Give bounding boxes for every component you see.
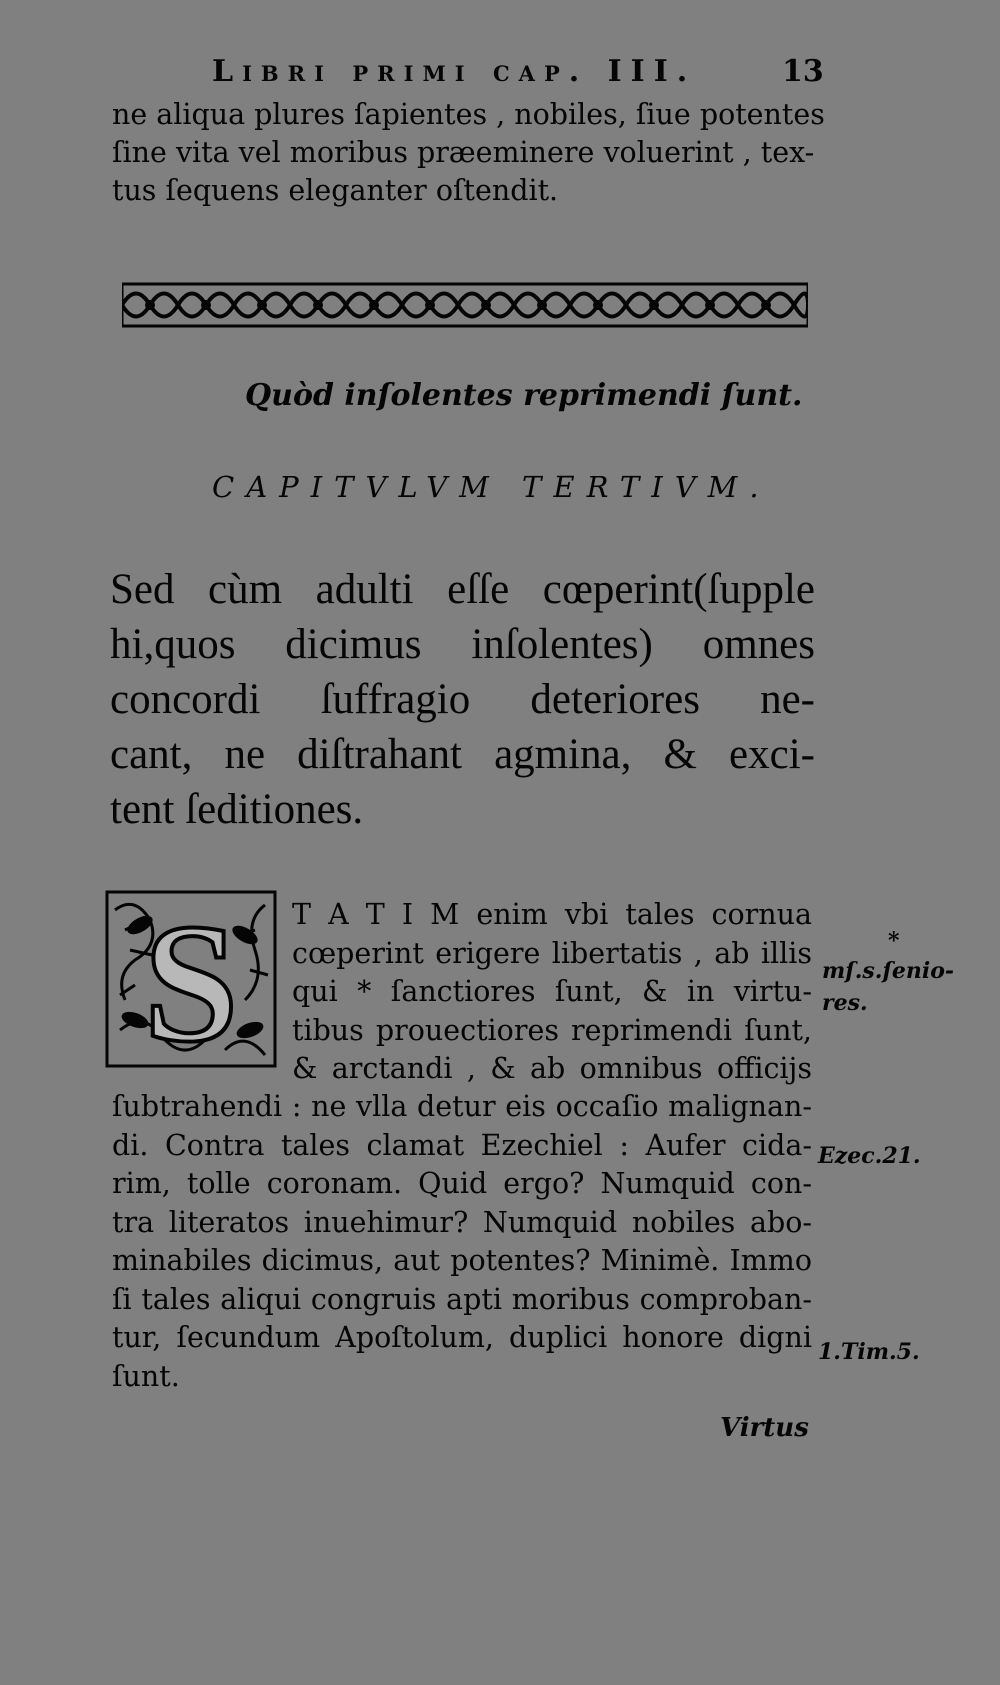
decorated-initial-s bbox=[105, 890, 277, 1068]
text-line: ſubtrahendi : ne vlla detur eis occaſio malignan- bbox=[112, 1090, 812, 1123]
margin-note-ms-cont: res. bbox=[822, 990, 868, 1016]
text-line: ſunt. bbox=[112, 1359, 180, 1393]
text-line: di. Contra tales clamat Ezechiel : Aufer cida- bbox=[112, 1128, 812, 1162]
text-line: rim, tolle coronam. Quid ergo? Numquid con- bbox=[112, 1167, 812, 1200]
summary-line: tent ſeditiones. bbox=[110, 786, 364, 833]
chapter-title: Quòd inſolentes reprimendi ſunt. bbox=[245, 378, 803, 413]
text-line: cœperint erigere libertatis , ab illis bbox=[292, 936, 812, 970]
catchword: Virtus bbox=[720, 1413, 809, 1443]
summary-line: hi,quos dicimus inſolentes) omnes bbox=[110, 621, 815, 668]
drop-cap-letter: S bbox=[143, 890, 239, 1068]
running-head: Libri primi cap. III. bbox=[212, 54, 697, 89]
margin-note-timothy: 1.Tim.5. bbox=[818, 1339, 920, 1365]
chapter-heading: CAPITVLVM TERTIVM. bbox=[212, 470, 771, 504]
summary-line: concordi ſuffragio deteriores ne- bbox=[110, 676, 815, 723]
text-line: ne aliqua plures ſapientes , nobiles, ſiue potentes bbox=[112, 98, 825, 131]
summary-line: cant, ne diſtrahant agmina, & exci- bbox=[110, 731, 815, 778]
ornamental-border bbox=[122, 282, 808, 328]
text-line: qui * ſanctiores ſunt, & in virtu- bbox=[292, 975, 812, 1008]
text-line: ſine vita vel moribus præeminere voluerint , tex- bbox=[112, 136, 815, 169]
text-line: & arctandi , & ab omnibus officijs bbox=[292, 1052, 812, 1085]
text-line: tus ſequens eleganter oſtendit. bbox=[112, 174, 559, 207]
intro-paragraph bbox=[112, 96, 825, 210]
page-number: 13 bbox=[782, 54, 824, 89]
margin-note-ms: mſ.s.ſenio- bbox=[822, 958, 955, 984]
text-line: ſi tales aliqui congruis apti moribus comproban- bbox=[112, 1282, 812, 1316]
text-line: tra literatos inuehimur? Numquid nobiles abo- bbox=[112, 1205, 812, 1239]
main-paragraph bbox=[112, 1088, 812, 1396]
text-line: minabiles dicimus, aut potentes? Minimè. Immo bbox=[112, 1244, 812, 1277]
margin-note-ezechiel: Ezec.21. bbox=[818, 1143, 921, 1169]
main-paragraph-opening bbox=[292, 896, 812, 1089]
margin-note-mark: * bbox=[888, 928, 900, 954]
text-line: T A T I M enim vbi tales cornua bbox=[292, 898, 812, 931]
text-line: tur, ſecundum Apoſtolum, duplici honore digni bbox=[112, 1321, 812, 1354]
summary-line: Sed cùm adulti eſſe cœperint(ſupple bbox=[110, 566, 815, 613]
chapter-summary bbox=[110, 562, 815, 837]
text-line: tibus prouectiores reprimendi ſunt, bbox=[292, 1013, 812, 1047]
